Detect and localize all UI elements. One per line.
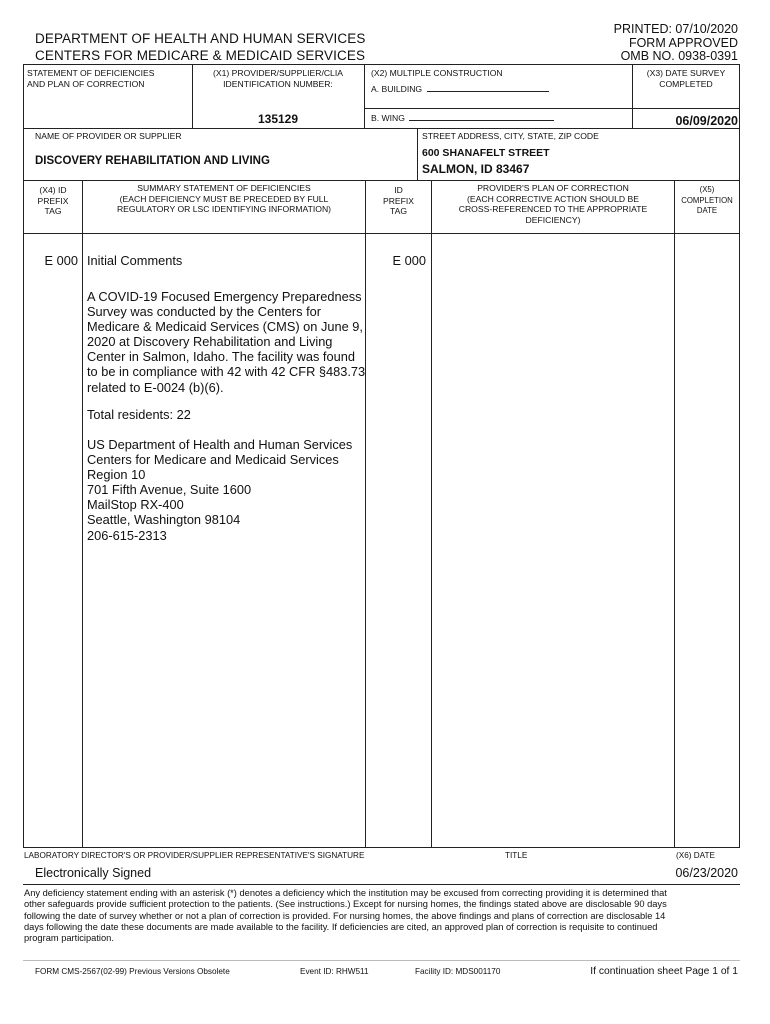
facility-id: Facility ID: MDS001170 xyxy=(415,967,501,976)
building-field: A. BUILDING xyxy=(371,83,549,95)
provider-name: DISCOVERY REHABILITATION AND LIVING xyxy=(35,155,270,167)
x4-header: (X4) ID PREFIX TAG xyxy=(37,185,69,216)
deficiency-tag: E 000 xyxy=(44,253,78,268)
wing-field: B. WING xyxy=(371,112,554,124)
city-state-zip: SALMON, ID 83467 xyxy=(422,162,530,176)
provider-name-label: NAME OF PROVIDER OR SUPPLIER xyxy=(35,131,182,141)
signature-value: Electronically Signed xyxy=(35,866,152,880)
form-approved: FORM APPROVED xyxy=(628,36,738,50)
entry-title: Initial Comments xyxy=(87,253,183,268)
survey-completed-date: 06/09/2020 xyxy=(675,114,738,128)
omb-number: OMB NO. 0938-0391 xyxy=(620,49,738,63)
disclaimer-text: Any deficiency statement ending with an asterisk (*) denotes a deficiency which the institution may be excused from correcting providing it is determined that other safeguards provide sufficient protection to the patients. (See instructions.) Except for nursing homes, the findings stated above are disclosable 90 days following the date of survey whether or not a plan of correction is provided. For nursing homes, the above findings and plans of correction are disclosable 14 days following the date these documents are made available to the facility. If deficiencies are cited, an approved plan of correction is requisite to continued program participation. xyxy=(24,888,667,944)
x5-header: (X5) COMPLETION DATE xyxy=(681,185,733,215)
title-label: TITLE xyxy=(505,851,528,860)
statement-label: STATEMENT OF DEFICIENCIES AND PLAN OF CORRECTION xyxy=(27,68,155,89)
printed-date: PRINTED: 07/10/2020 xyxy=(613,22,738,36)
id-header: ID PREFIX TAG xyxy=(382,185,415,216)
department-title: DEPARTMENT OF HEALTH AND HUMAN SERVICES xyxy=(35,31,366,46)
summary-header: SUMMARY STATEMENT OF DEFICIENCIES (EACH DEFICIENCY MUST BE PRECEDED BY FULL REGULATORY OR LSC IDENTIFYING INFORMATION) xyxy=(116,183,332,214)
plan-header: PROVIDER'S PLAN OF CORRECTION (EACH CORRECTIVE ACTION SHOULD BE CROSS-REFERENCED TO THE APPROPRIATE DEFICIENCY) xyxy=(458,183,648,225)
signature-label: LABORATORY DIRECTOR'S OR PROVIDER/SUPPLIER REPRESENTATIVE'S SIGNATURE xyxy=(24,851,365,860)
survey-paragraph: A COVID-19 Focused Emergency Preparedness Survey was conducted by the Centers for Medicare & Medicaid Services (CMS) on June 9, 2020 at Discovery Rehabilitation and Living Center in Salmon, Idaho. The facility was found to be in compliance with 42 with 42 CFR §483.73 related to E-0024 (b)(6). xyxy=(87,289,366,395)
signature-date-label: (X6) DATE xyxy=(676,851,715,860)
x2-label: (X2) MULTIPLE CONSTRUCTION xyxy=(371,68,503,78)
form-number: FORM CMS-2567(02-99) Previous Versions Obsolete xyxy=(35,967,230,976)
signature-date: 06/23/2020 xyxy=(675,866,738,880)
centers-title: CENTERS FOR MEDICARE & MEDICAID SERVICES xyxy=(35,48,366,63)
agency-address: US Department of Health and Human Services Centers for Medicare and Medicaid Services Region 10 701 Fifth Avenue, Suite 1600 MailStop RX-400 Seattle, Washington 98104 206-615-2313 xyxy=(87,437,353,543)
plan-id-tag: E 000 xyxy=(392,253,426,268)
event-id: Event ID: RHW511 xyxy=(300,967,369,976)
provider-id-number: 135129 xyxy=(257,112,299,126)
street-address: 600 SHANAFELT STREET xyxy=(422,147,550,159)
x1-label: (X1) PROVIDER/SUPPLIER/CLIA IDENTIFICATION NUMBER: xyxy=(213,68,343,89)
total-residents: Total residents: 22 xyxy=(87,407,191,422)
continuation-page: If continuation sheet Page 1 of 1 xyxy=(590,966,738,977)
x3-label: (X3) DATE SURVEY COMPLETED xyxy=(646,68,726,89)
address-label: STREET ADDRESS, CITY, STATE, ZIP CODE xyxy=(422,131,599,141)
